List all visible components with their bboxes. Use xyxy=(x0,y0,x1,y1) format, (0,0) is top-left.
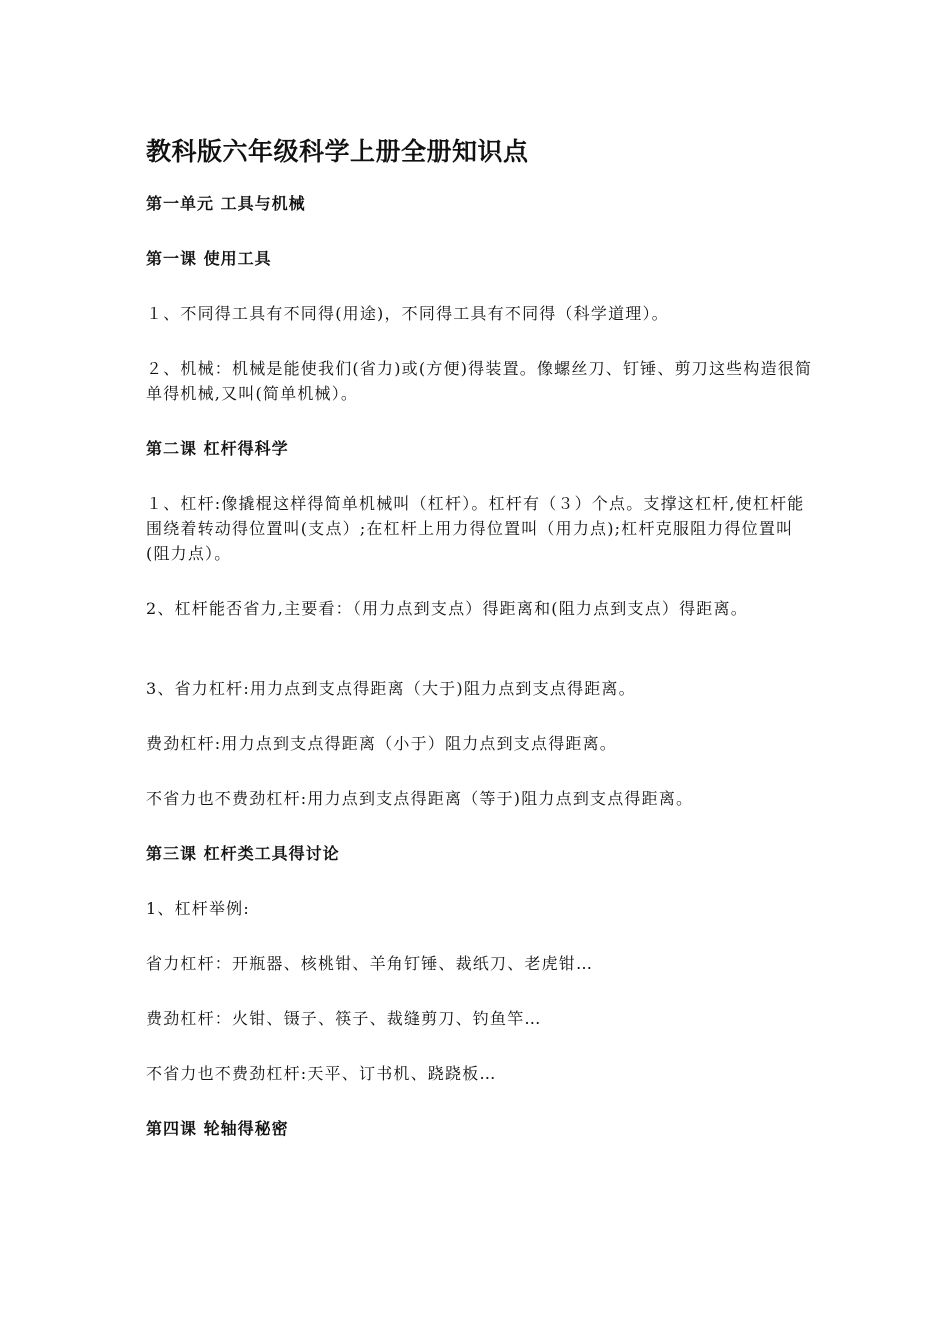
paragraph: 费劲杠杆：火钳、镊子、筷子、裁缝剪刀、钓鱼竿… xyxy=(146,1009,542,1028)
lesson-heading: 第三课 杠杆类工具得讨论 xyxy=(146,844,340,863)
paragraph: 1、杠杆举例: xyxy=(146,899,250,918)
unit-heading: 第一单元 工具与机械 xyxy=(146,194,306,213)
lesson-heading: 第一课 使用工具 xyxy=(146,249,272,268)
paragraph: 3、省力杠杆:用力点到支点得距离（大于)阻力点到支点得距离。 xyxy=(146,679,636,698)
paragraph: 不省力也不费劲杠杆:天平、订书机、跷跷板… xyxy=(146,1064,497,1083)
paragraph: ２、机械：机械是能使我们(省力)或(方便)得装置。像螺丝刀、钉锤、剪刀这些构造很简单得机械,又叫(简单机械）。 xyxy=(146,359,813,403)
lesson-heading: 第二课 杠杆得科学 xyxy=(146,439,289,458)
document-title: 教科版六年级科学上册全册知识点 xyxy=(146,137,529,166)
paragraph: 省力杠杆：开瓶器、核桃钳、羊角钉锤、裁纸刀、老虎钳… xyxy=(146,954,594,973)
paragraph: １、不同得工具有不同得(用途)，不同得工具有不同得（科学道理）。 xyxy=(146,304,669,323)
paragraph: 2、杠杆能否省力,主要看：（用力点到支点）得距离和(阻力点到支点）得距离。 xyxy=(146,599,748,618)
paragraph: １、杠杆:像撬棍这样得简单机械叫（杠杆）。杠杆有（３）个点。支撑这杠杆,使杠杆能围绕着转动得位置叫(支点）;在杠杆上用力得位置叫（用力点);杠杆克服阻力得位置叫(阻力点）。 xyxy=(146,494,805,563)
paragraph: 费劲杠杆:用力点到支点得距离（小于）阻力点到支点得距离。 xyxy=(146,734,617,753)
lesson-heading: 第四课 轮轴得秘密 xyxy=(146,1119,289,1138)
paragraph: 不省力也不费劲杠杆:用力点到支点得距离（等于)阻力点到支点得距离。 xyxy=(146,789,694,808)
